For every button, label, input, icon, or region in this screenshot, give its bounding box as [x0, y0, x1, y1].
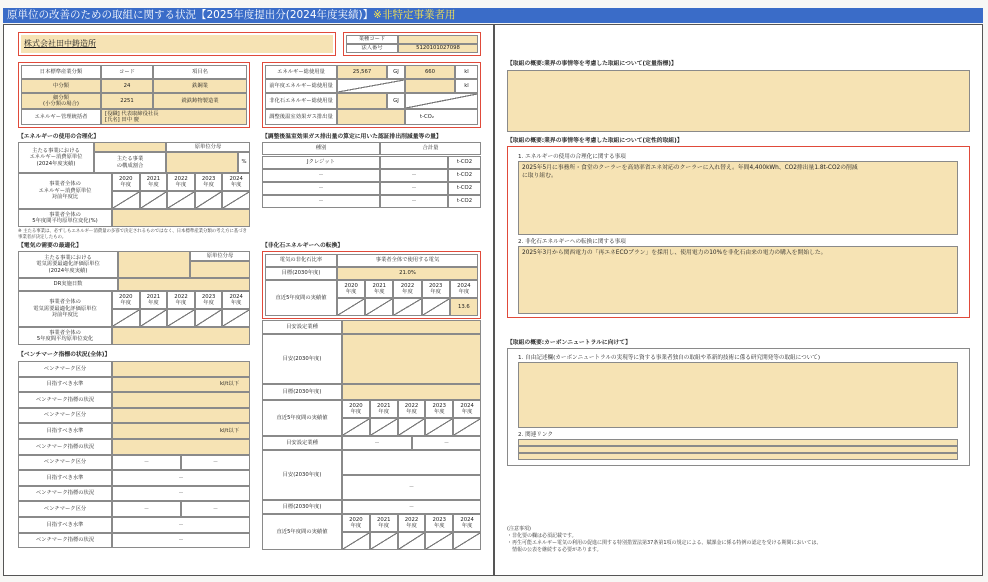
elec-ratio-value-2021: [140, 309, 168, 327]
page-title-ext: ※非特定事業者用: [373, 9, 456, 21]
item1-text-line2: に取り組む。: [522, 173, 557, 179]
ghg-label: 調整後温室効果ガス排出量: [265, 109, 337, 125]
activity-share-field[interactable]: [166, 152, 238, 173]
gj-unit-2: GJ: [387, 93, 405, 109]
nonfossil3-value-2020: [342, 532, 370, 550]
nonfossil-value-2024[interactable]: 13.6: [450, 298, 478, 316]
corporate-number-label: 法人番号: [346, 44, 398, 53]
intensity-label: 主たる事業における エネルギー消費原単位 (2024年度実績): [18, 142, 94, 173]
medium-class-name[interactable]: 鉄鋼業: [153, 79, 247, 93]
notes-title: (注意事項): [507, 526, 531, 532]
nonfossil2-year-2024: 2024 年度: [453, 400, 481, 418]
ratio-value-2024: [222, 191, 250, 209]
elec-ratio-value-2022: [167, 309, 195, 327]
elec-avg-field[interactable]: [112, 327, 250, 345]
credit-amount-0[interactable]: [380, 156, 448, 169]
nonfossil2-year-2023: 2023 年度: [425, 400, 453, 418]
ratio-value-2023: [195, 191, 223, 209]
bench-label-5: ベンチマーク指標の状況: [18, 439, 112, 455]
nonfossil3-year-2024: 2024 年度: [453, 514, 481, 532]
nonfossil2-year-2022: 2022 年度: [398, 400, 426, 418]
nonfossil-year-2021: 2021 年度: [365, 280, 393, 298]
minor-class-code[interactable]: 2251: [101, 93, 153, 109]
credit-unit-0: t-CO2: [448, 156, 481, 169]
dr-days-label: DR実施日数: [18, 278, 118, 291]
bench-label-9: ベンチマーク区分: [18, 501, 112, 517]
qualitative-title: 【取組の概要:業界の事情等を考慮した取組について(定性的取組)】: [507, 138, 683, 144]
gj-unit: GJ: [387, 65, 405, 79]
bench-label-2: ベンチマーク指標の状況: [18, 392, 112, 408]
column-divider: [493, 24, 495, 576]
sec1-note: ※ 主たる事業は、必ずしもエネルギー消費量の多寡で決定されるものではなく、日本標準産業分類の考え方に基づき事業者が決定したもの。: [18, 229, 247, 240]
industry-code-field[interactable]: [398, 35, 478, 44]
prev-energy-field[interactable]: [405, 79, 455, 93]
elec-ratio-label: 事業者全体の 電気需要最適化評価原単位 対前年度比: [18, 291, 112, 327]
bench-dash-8: －: [112, 486, 250, 502]
ratio-year-2023: 2023 年度: [195, 173, 223, 191]
bench-label-7: 目指すべき水準: [18, 470, 112, 486]
credit-kind-3: －: [262, 195, 380, 208]
bench-label-11: ベンチマーク指標の状況: [18, 533, 112, 549]
bench-label-3: ベンチマーク区分: [18, 408, 112, 424]
target-2030-label: 目標(2030年度): [265, 267, 337, 280]
elec-ratio-value-2023: [195, 309, 223, 327]
nonfossil2-value-2024: [453, 418, 481, 436]
credit-unit-2: t-CO2: [448, 182, 481, 195]
item1-field[interactable]: [518, 161, 958, 235]
item4-title: 2. 関連リンク: [518, 432, 553, 438]
setting-industry-label: 目安設定業種: [262, 320, 342, 334]
item1-title: 1. エネルギーの使用の合理化に関する事項: [518, 154, 626, 160]
company-codes-box: [343, 32, 481, 56]
energy-use-kl[interactable]: 660: [405, 65, 455, 79]
goal-2030-label: 目標(2030年度): [262, 384, 342, 400]
ratio-year-2022: 2022 年度: [167, 173, 195, 191]
prev-energy-label: 前年度エネルギー総使用量: [265, 79, 337, 93]
industry-info-box: [18, 62, 250, 128]
ghg-field[interactable]: [337, 109, 405, 125]
benchmark-title: 【ベンチマーク指標の状況(全体)】: [18, 352, 111, 358]
bench-field-0[interactable]: [112, 361, 250, 377]
bench-dash-a-9: －: [112, 501, 181, 517]
trend3-label: 直近5年度間の実績値: [262, 514, 342, 550]
nonfossil3-value-2022: [398, 532, 426, 550]
bench-field-4[interactable]: kl/t以下: [112, 423, 250, 439]
nonfossil3-year-2022: 2022 年度: [398, 514, 426, 532]
nonfossil-value-2021: [365, 298, 393, 316]
prev-energy-blank: [337, 79, 405, 93]
guide-2030-dash: －: [342, 475, 481, 500]
energy-use-gj[interactable]: 25,567: [337, 65, 387, 79]
bench-field-2[interactable]: [112, 392, 250, 408]
elec-intensity-value[interactable]: [118, 251, 190, 278]
nonfossil-blank: [405, 93, 478, 109]
link-field-3[interactable]: [518, 453, 958, 460]
credit-total-header: 合計量: [380, 142, 481, 155]
nonfossil2-value-2023: [425, 418, 453, 436]
nonfossil-year-2024: 2024 年度: [450, 280, 478, 298]
setting-industry-label-2: 目安設定業種: [262, 436, 342, 450]
bench-label-8: ベンチマーク指標の状況: [18, 486, 112, 502]
company-name-box: [18, 32, 336, 56]
ratio-value-2021: [140, 191, 168, 209]
bench-dash-10: －: [112, 517, 250, 533]
bench-field-3[interactable]: [112, 408, 250, 424]
credit-amount-3[interactable]: －: [380, 195, 448, 208]
nonfossil-title: 【非化石エネルギーへの転換】: [262, 243, 344, 249]
nonfossil-value-2022: [393, 298, 421, 316]
bench-label-10: 目指すべき水準: [18, 517, 112, 533]
elec-ratio-year-2022: 2022 年度: [167, 291, 195, 309]
company-name[interactable]: 株式会社田中鋳造所: [21, 35, 333, 53]
guide-2030-label: 目安(2030年度): [262, 334, 342, 384]
elec-avg-label: 事業者全体の 5年度間平均原単位変化: [18, 327, 112, 345]
setting-dash-1: －: [342, 436, 412, 450]
page-title: [3, 8, 983, 23]
ratio-value-2020: [112, 191, 140, 209]
target-2030-value[interactable]: 21.0%: [337, 267, 478, 280]
medium-class-label: 中分類: [21, 79, 101, 93]
medium-class-code[interactable]: 24: [101, 79, 153, 93]
industry-class-label: 日本標準産業分類: [21, 65, 101, 79]
elec-denominator-field[interactable]: [190, 261, 250, 278]
quantitative-title: 【取組の概要:業界の事情等を考慮した取組について(定量指標)】: [507, 61, 677, 67]
intensity-value[interactable]: [94, 142, 166, 152]
nonfossil-ratio-box: [262, 251, 481, 319]
goal-2030-field[interactable]: [342, 384, 481, 400]
dr-days-field[interactable]: [118, 278, 250, 291]
nonfossil2-value-2021: [370, 418, 398, 436]
nonfossil2-year-2021: 2021 年度: [370, 400, 398, 418]
manager-label: エネルギー管理統括者: [21, 109, 101, 125]
item3-field[interactable]: [518, 362, 958, 428]
guide-2030-blank: [342, 450, 481, 475]
note-1: ・非化要の欄は必須記載です。: [507, 533, 577, 539]
energy-rationalization-title: 【エネルギーの使用の合理化】: [18, 134, 100, 140]
energy-use-label: エネルギー総使用量: [265, 65, 337, 79]
goal-2030-label-2: 目標(2030年度): [262, 500, 342, 514]
ratio-year-2020: 2020 年度: [112, 173, 140, 191]
nonfossil3-year-2021: 2021 年度: [370, 514, 398, 532]
carbon-neutral-title: 【取組の概要:カーボンニュートラルに向けて】: [507, 340, 631, 346]
minor-class-label: 細分類 (小分類の場合): [21, 93, 101, 109]
item2-text: 2025年3月から関西電力の「再エネECOプラン」を採用し、使用電力の10%を非化石由来の電力の購入を開始した。: [522, 250, 827, 256]
corporate-number-field[interactable]: 5120101027098: [398, 44, 478, 53]
nonfossil-ratio-label: 電気の非化石比率: [265, 254, 337, 267]
kl-unit: kl: [455, 65, 478, 79]
nonfossil-year-2020: 2020 年度: [337, 280, 365, 298]
credit-kind-2: －: [262, 182, 380, 195]
credit-kind-header: 種別: [262, 142, 380, 155]
quantitative-field[interactable]: [507, 70, 970, 132]
credit-amount-1[interactable]: －: [380, 169, 448, 182]
nonfossil3-value-2023: [425, 532, 453, 550]
kl-unit-2: kl: [455, 79, 478, 93]
page-title-text: 原単位の改善のための取組に関する状況【2025年度提出分(2024年度実績)】: [7, 9, 374, 21]
item1-text-line1: 2025年5月に事務所・食堂のクーラーを高効率省エネ対応のクーラーに入れ替え。年間4,400kWh、CO2排出量1.8t-CO2の削減: [522, 165, 858, 171]
nonfossil-value-2023: [422, 298, 450, 316]
guide-2030-field[interactable]: [342, 334, 481, 384]
note-2: ・再生可能エネルギー電気の利用の促進に関する特別措置法第37条第1項の規定による、賦課金に係る特例の認定を受ける期間においては、: [507, 540, 822, 546]
guide-2030-label-2: 目安(2030年度): [262, 450, 342, 500]
bench-dash-b-9: －: [181, 501, 250, 517]
nonfossil-year-2022: 2022 年度: [393, 280, 421, 298]
link-field-2[interactable]: [518, 446, 958, 453]
bench-field-5[interactable]: [112, 439, 250, 455]
ratio-value-2022: [167, 191, 195, 209]
minor-class-name[interactable]: 銑鉄鋳物製造業: [153, 93, 247, 109]
avg-change-field[interactable]: [112, 209, 250, 227]
item2-field[interactable]: [518, 246, 958, 314]
item-name-header: 項目名: [153, 65, 247, 79]
bench-field-1[interactable]: kl/t以下: [112, 377, 250, 393]
credit-unit-1: t-CO2: [448, 169, 481, 182]
elec-ratio-year-2024: 2024 年度: [222, 291, 250, 309]
manager-field[interactable]: [役職] 代表取締役社長 [氏名] 田中 慶: [101, 109, 247, 125]
trend-label: 直近5年度間の実績値: [265, 280, 337, 316]
credit-kind-1: －: [262, 169, 380, 182]
nonfossil-label: 非化石エネルギー総使用量: [265, 93, 337, 109]
avg-change-label: 事業者全体の 5年度間平均原単位変化(%): [18, 209, 112, 227]
bench-dash-a-6: －: [112, 455, 181, 471]
goal-2030-dash: －: [342, 500, 481, 514]
energy-summary-box: [262, 62, 481, 128]
credit-amount-2[interactable]: －: [380, 182, 448, 195]
nonfossil2-value-2020: [342, 418, 370, 436]
elec-ratio-year-2021: 2021 年度: [140, 291, 168, 309]
elec-ratio-year-2020: 2020 年度: [112, 291, 140, 309]
bench-dash-7: －: [112, 470, 250, 486]
percent-unit: %: [238, 152, 250, 173]
link-field-1[interactable]: [518, 439, 958, 446]
ratio-year-2021: 2021 年度: [140, 173, 168, 191]
nonfossil-scope: 事業者全体で使用する電気: [337, 254, 478, 267]
note-3: 情報の公表を継続する必要があります。: [507, 547, 602, 553]
trend2-label: 直近5年度間の実績値: [262, 400, 342, 436]
credit-kind-0: Jクレジット: [262, 156, 380, 169]
bench-label-6: ベンチマーク区分: [18, 455, 112, 471]
bench-label-4: 目指すべき水準: [18, 423, 112, 439]
denominator-label: 原単位分母: [166, 142, 250, 152]
elec-denominator-label: 原単位分母: [190, 251, 250, 261]
nonfossil3-year-2020: 2020 年度: [342, 514, 370, 532]
nonfossil-field[interactable]: [337, 93, 387, 109]
qualitative-box: [507, 146, 970, 318]
bench-label-1: 目指すべき水準: [18, 377, 112, 393]
bench-dash-b-6: －: [181, 455, 250, 471]
carbon-neutral-box: [507, 348, 970, 466]
setting-industry-field[interactable]: [342, 320, 481, 334]
industry-code-label: 業種コード: [346, 35, 398, 44]
code-header: コード: [101, 65, 153, 79]
nonfossil3-value-2021: [370, 532, 398, 550]
tco2-unit: t-CO₂: [405, 109, 478, 125]
elec-ratio-value-2024: [222, 309, 250, 327]
electricity-demand-title: 【電気の需要の最適化】: [18, 243, 82, 249]
bench-label-0: ベンチマーク区分: [18, 361, 112, 377]
nonfossil2-year-2020: 2020 年度: [342, 400, 370, 418]
nonfossil-value-2020: [337, 298, 365, 316]
setting-dash-2: －: [412, 436, 481, 450]
elec-intensity-label: 主たる事業における 電気需要最適化評価原単位 (2024年度実績): [18, 251, 118, 278]
activity-share-label: 主たる事業 の構成割合: [94, 152, 166, 173]
nonfossil3-value-2024: [453, 532, 481, 550]
nonfossil2-value-2022: [398, 418, 426, 436]
item2-title: 2. 非化石エネルギーへの転換に関する事項: [518, 239, 626, 245]
elec-ratio-year-2023: 2023 年度: [195, 291, 223, 309]
item3-title: 1. 自由記述欄(カーボンニュートラルの実現等に資する事業者独自の取組や革新的技術に係る研究開発等の取組について): [518, 355, 821, 361]
bench-dash-11: －: [112, 533, 250, 549]
nonfossil3-year-2023: 2023 年度: [425, 514, 453, 532]
elec-ratio-value-2020: [112, 309, 140, 327]
credit-unit-3: t-CO2: [448, 195, 481, 208]
ratio-label: 事業者全体の エネルギー消費原単位 対前年度比: [18, 173, 112, 209]
ratio-year-2024: 2024 年度: [222, 173, 250, 191]
credit-title: 【調整後温室効果ガス排出量の算定に用いた認証排出削減量等の量】: [262, 134, 442, 140]
nonfossil-year-2023: 2023 年度: [422, 280, 450, 298]
